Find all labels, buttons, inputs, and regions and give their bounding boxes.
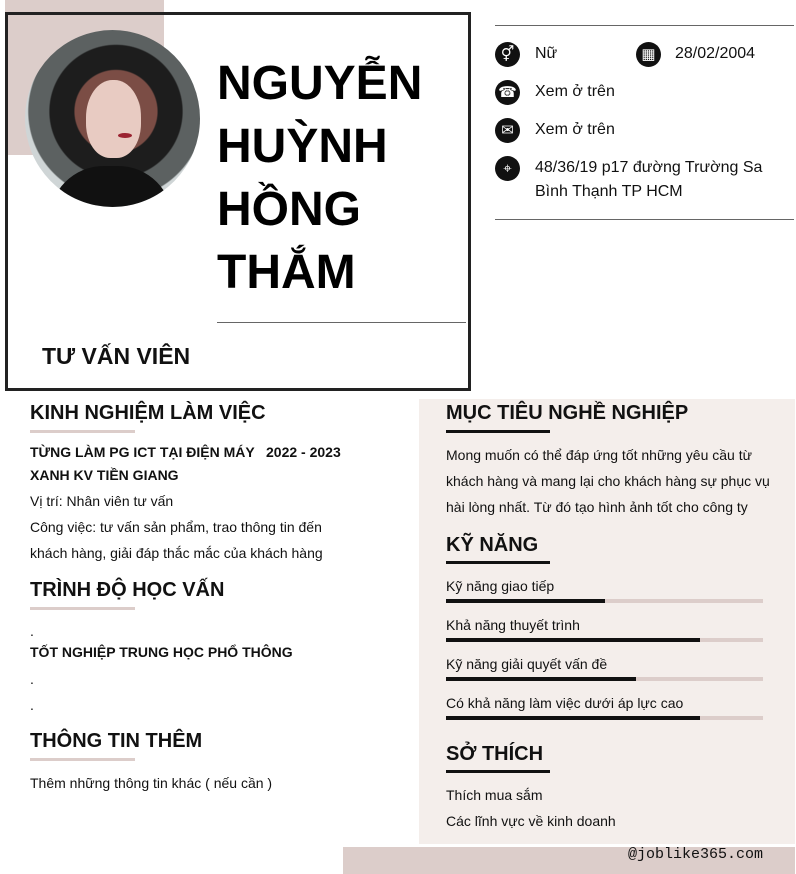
extra-info-title-underline — [30, 758, 135, 761]
skill-fill-presentation — [446, 638, 700, 642]
name-line-1: NGUYỄN — [217, 57, 423, 110]
education-dot-middle: . — [30, 671, 34, 687]
education-title: TRÌNH ĐỘ HỌC VẤN — [30, 579, 225, 601]
skill-label-presentation: Khả năng thuyết trình — [446, 617, 580, 633]
skill-label-communication: Kỹ năng giao tiếp — [446, 578, 555, 594]
hobbies-title-underline — [446, 770, 550, 773]
contact-bottom-divider — [495, 219, 794, 220]
email-icon: ✉ — [495, 118, 520, 143]
experience-title: KINH NGHIỆM LÀM VIỆC — [30, 402, 266, 424]
address-line-1: 48/36/19 p17 đường Trường Sa — [535, 159, 763, 176]
education-dot-bottom: . — [30, 697, 34, 713]
skill-track-presentation — [446, 638, 763, 642]
experience-duties — [30, 514, 352, 566]
company-line-2: XANH KV TIỀN GIANG — [30, 467, 179, 483]
skill-fill-communication — [446, 599, 605, 603]
education-title-underline — [30, 607, 135, 610]
address-line-2: Bình Thạnh TP HCM — [535, 183, 683, 200]
education-degree: TỐT NGHIỆP TRUNG HỌC PHỔ THÔNG — [30, 644, 293, 660]
name-underline — [217, 322, 466, 323]
company-line-1: TỪNG LÀM PG ICT TẠI ĐIỆN MÁY — [30, 444, 255, 460]
objective-line-3: hài lòng nhất. Từ đó tạo hình ảnh tốt cho công ty — [446, 499, 748, 515]
career-objective-title: MỤC TIÊU NGHỀ NGHIỆP — [446, 402, 689, 424]
gender-icon: ⚥ — [495, 42, 520, 67]
education-dot-top: . — [30, 623, 34, 639]
name-line-2: HUỲNH — [217, 120, 388, 173]
skills-title-underline — [446, 561, 550, 564]
skill-fill-problem-solving — [446, 677, 636, 681]
objective-line-1: Mong muốn có thể đáp ứng tốt những yêu cầu từ — [446, 447, 752, 463]
skill-label-pressure: Có khả năng làm việc dưới áp lực cao — [446, 695, 684, 711]
email-text: Xem ở trên — [535, 121, 615, 138]
hobbies-title: SỞ THÍCH — [446, 743, 544, 765]
name-line-4: THẮM — [217, 246, 356, 299]
skill-fill-pressure — [446, 716, 700, 720]
hobby-business: Các lĩnh vực về kinh doanh — [446, 813, 616, 829]
skills-title: KỸ NĂNG — [446, 534, 539, 556]
address-text — [535, 156, 785, 204]
calendar-icon: ▦ — [636, 42, 661, 67]
duty-line-1: Công việc: tư vấn sản phẩm, trao thông tin đến — [30, 519, 322, 535]
profile-photo — [25, 30, 200, 207]
career-objective-underline — [446, 430, 550, 433]
contact-top-divider — [495, 25, 794, 26]
skill-track-communication — [446, 599, 763, 603]
photo-shoulder — [49, 166, 173, 207]
site-watermark: @joblike365.com — [628, 846, 764, 863]
job-title: TƯ VẤN VIÊN — [42, 343, 191, 369]
experience-company — [30, 441, 270, 487]
extra-info-title: THÔNG TIN THÊM — [30, 730, 203, 752]
objective-line-2: khách hàng và mang lại cho khách hàng sự phục vụ — [446, 473, 770, 489]
hobby-shopping: Thích mua sắm — [446, 787, 543, 803]
birth-date-text: 28/02/2004 — [675, 45, 756, 62]
photo-lip — [118, 133, 132, 138]
extra-info-text: Thêm những thông tin khác ( nếu cần ) — [30, 775, 273, 791]
career-objective-text — [446, 442, 775, 520]
photo-face — [86, 80, 141, 158]
gender-text: Nữ — [535, 45, 558, 62]
location-icon: ⌖ — [495, 156, 520, 181]
experience-period: 2022 - 2023 — [266, 444, 341, 460]
skill-label-problem-solving: Kỹ năng giải quyết vấn đề — [446, 656, 608, 672]
experience-position: Vị trí: Nhân viên tư vấn — [30, 493, 174, 509]
skill-track-pressure — [446, 716, 763, 720]
experience-title-underline — [30, 430, 135, 433]
phone-icon: ☎ — [495, 80, 520, 105]
duty-line-2: khách hàng, giải đáp thắc mắc của khách hàng — [30, 545, 323, 561]
candidate-name — [217, 52, 462, 304]
phone-text: Xem ở trên — [535, 83, 615, 100]
skill-track-problem-solving — [446, 677, 763, 681]
name-line-3: HỒNG — [217, 183, 361, 236]
